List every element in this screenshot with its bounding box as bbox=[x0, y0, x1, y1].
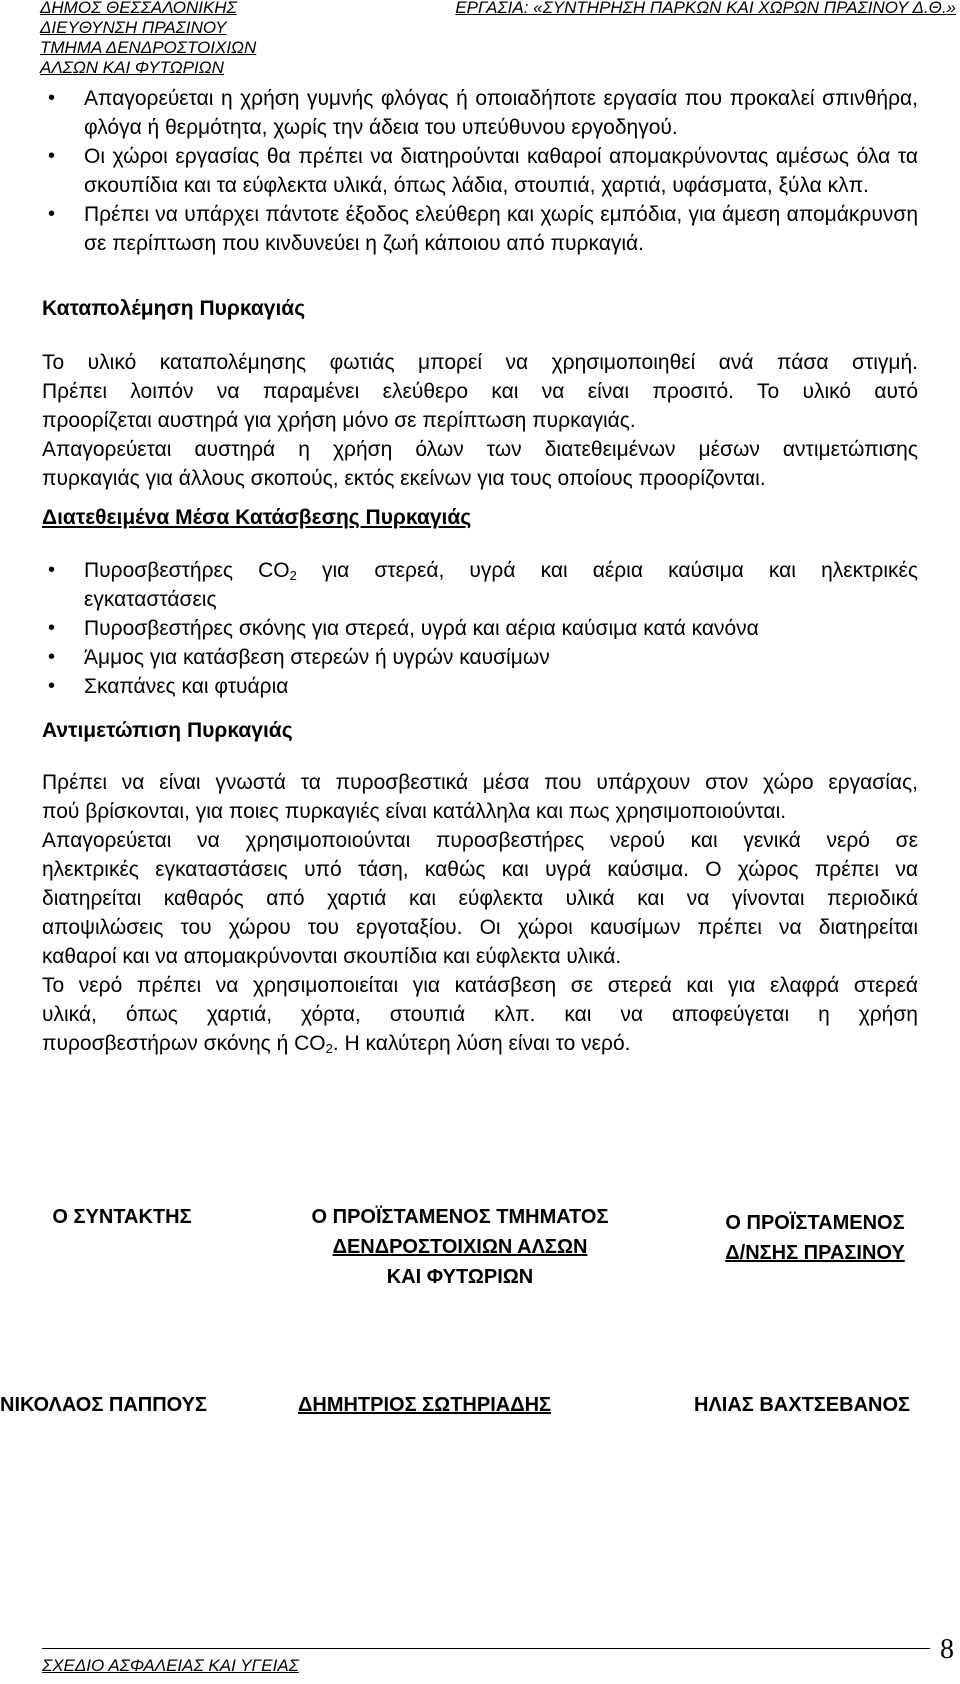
paragraph-line: Το νερό πρέπει να χρησιμοποιείται για κατάσβεση σε στερεά και για ελαφρά στερεά bbox=[42, 974, 918, 997]
paragraph-line: υλικά, όπως χαρτιά, χόρτα, στουπιά κλπ. και να αποφεύγεται η χρήση bbox=[42, 1003, 918, 1026]
signature-name-department-head: ΔΗΜΗΤΡΙΟΣ ΣΩΤΗΡΙΑΔΗΣ bbox=[298, 1394, 552, 1416]
paragraph-line: αποψιλώσεις του χώρου του εργοταξίου. Οι χώροι καυσίμων πρέπει να διατηρείται bbox=[42, 916, 918, 939]
paragraph-line: Πρέπει λοιπόν να παραμένει ελεύθερο και να είναι προσιτό. Το υλικό αυτό bbox=[42, 380, 918, 403]
header-project-title: ΕΡΓΑΣΙΑ: «ΣΥΝΤΗΡΗΣΗ ΠΑΡΚΩΝ ΚΑΙ ΧΩΡΩΝ ΠΡΑΣΙΝΟΥ Δ.Θ.» bbox=[455, 0, 956, 17]
bullet-item: • Απαγορεύεται η χρήση γυμνής φλόγας ή οποιαδήποτε εργασία που προκαλεί σπινθήρα, φλόγα ή θερμότητα, χωρίς την άδεια του υπεύθυνου εργοδηγού. bbox=[42, 84, 918, 142]
paragraph-line: διατηρείται καθαρός από χαρτιά και εύφλεκτα υλικά και να γίνονται περιοδικά bbox=[42, 887, 918, 910]
bullet-item: • Οι χώροι εργασίας θα πρέπει να διατηρούνται καθαροί απομακρύνοντας αμέσως όλα τα σκουπίδια και τα εύφλεκτα υλικά, όπως λάδια, στουπιά, χαρτιά, υφάσματα, ξύλα κλπ. bbox=[42, 142, 918, 200]
signature-title-department-head: Ο ΠΡΟΪΣΤΑΜΕΝΟΣ ΤΜΗΜΑΤΟΣ ΔΕΝΔΡΟΣΤΟΙΧΙΩΝ ΑΛΣΩΝ ΚΑΙ ΦΥΤΩΡΙΩΝ bbox=[311, 1206, 609, 1288]
paragraph-line: Απαγορεύεται να χρησιμοποιούνται πυροσβεστήρες νερού και γενικά νερό σε bbox=[42, 829, 918, 852]
section-fire-response-body bbox=[42, 768, 918, 1058]
paragraph-line: καθαροί και να απομακρύνονται σκουπίδια και εύφλεκτα υλικά. bbox=[42, 945, 622, 968]
page-number: 8 bbox=[940, 1634, 954, 1665]
header-line-department: ΤΜΗΜΑ ΔΕΝΔΡΟΣΤΟΙΧΙΩΝ bbox=[40, 38, 257, 57]
header-line-municipality: ΔΗΜΟΣ ΘΕΣΣΑΛΟΝΙΚΗΣ bbox=[40, 0, 237, 17]
signature-name-director: ΗΛΙΑΣ ΒΑΧΤΣΕΒΑΝΟΣ bbox=[694, 1394, 911, 1416]
section-firefighting-body bbox=[42, 348, 918, 493]
header-organization bbox=[40, 0, 256, 78]
header-line-subdepartment: ΑΛΣΩΝ ΚΑΙ ΦΥΤΩΡΙΩΝ bbox=[40, 58, 224, 77]
paragraph-line: πού βρίσκονται, για ποιες πυρκαγιές είναι κατάλληλα και πως χρησιμοποιούνται. bbox=[42, 800, 787, 823]
bullet-item-co2: • Πυροσβεστήρες $CO_2$ για στερεά, υγρά και αέρια καύσιμα και ηλεκτρικές εγκαταστάσεις bbox=[42, 556, 918, 614]
paragraph-line: Απαγορεύεται αυστηρά η χρήση όλων των διατεθειμένων μέσων αντιμετώπισης bbox=[42, 438, 918, 461]
paragraph-line: Πρέπει να είναι γνωστά τα πυροσβεστικά μέσα που υπάρχουν στον χώρο εργασίας, bbox=[42, 771, 918, 794]
signature-title-director: Ο ΠΡΟΪΣΤΑΜΕΝΟΣ Δ/ΝΣΗΣ ΠΡΑΣΙΝΟΥ bbox=[725, 1212, 905, 1264]
signature-name-author: ΝΙΚΟΛΑΟΣ ΠΑΠΠΟΥΣ bbox=[0, 1394, 208, 1416]
bullet-item: • Πρέπει να υπάρχει πάντοτε έξοδος ελεύθερη και χωρίς εμπόδια, για άμεση απομάκρυνση σε περίπτωση που κινδυνεύει η ζωή κάποιου από πυρκαγιά. bbox=[42, 200, 918, 258]
footer-document-title: ΣΧΕΔΙΟ ΑΣΦΑΛΕΙΑΣ ΚΑΙ ΥΓΕΙΑΣ bbox=[42, 1656, 299, 1675]
paragraph-line: πυρκαγιάς για άλλους σκοπούς, εκτός εκείνων για τους οποίους προορίζονται. bbox=[42, 467, 766, 490]
paragraph-line: προορίζεται αυστηρά για χρήση μόνο σε περίπτωση πυρκαγιάς. bbox=[42, 409, 636, 432]
footer-divider bbox=[42, 1648, 930, 1649]
section-title-extinguishing-means: Διατεθειμένα Μέσα Κατάσβεσης Πυρκαγιάς bbox=[42, 506, 472, 529]
intro-bullet-list bbox=[42, 84, 918, 258]
bullet-item-powder: • Πυροσβεστήρες σκόνης για στερεά, υγρά και αέρια καύσιμα κατά κανόνα bbox=[42, 614, 918, 643]
paragraph-line: πυροσβεστήρων σκόνης ή $CO_2$. Η καλύτερη λύση είναι το νερό. bbox=[42, 1032, 631, 1056]
signature-title-author: Ο ΣΥΝΤΑΚΤΗΣ bbox=[52, 1206, 192, 1228]
header-line-directorate: ΔΙΕΥΘΥΝΣΗ ΠΡΑΣΙΝΟΥ bbox=[40, 18, 227, 37]
bullet-item-sand: • Άμμος για κατάσβεση στερεών ή υγρών καυσίμων bbox=[42, 643, 918, 672]
section-title-fire-response: Αντιμετώπιση Πυρκαγιάς bbox=[42, 719, 293, 742]
bullet-item-shovels: • Σκαπάνες και φτυάρια bbox=[42, 672, 918, 701]
paragraph-line: Το υλικό καταπολέμησης φωτιάς μπορεί να χρησιμοποιηθεί ανά πάσα στιγμή. bbox=[42, 351, 918, 374]
section-title-firefighting: Καταπολέμηση Πυρκαγιάς bbox=[42, 297, 306, 320]
extinguishing-means-list bbox=[42, 556, 918, 701]
paragraph-line: ηλεκτρικές εγκαταστάσεις υπό τάση, καθώς και υγρά καύσιμα. Ο χώρος πρέπει να bbox=[42, 858, 918, 881]
